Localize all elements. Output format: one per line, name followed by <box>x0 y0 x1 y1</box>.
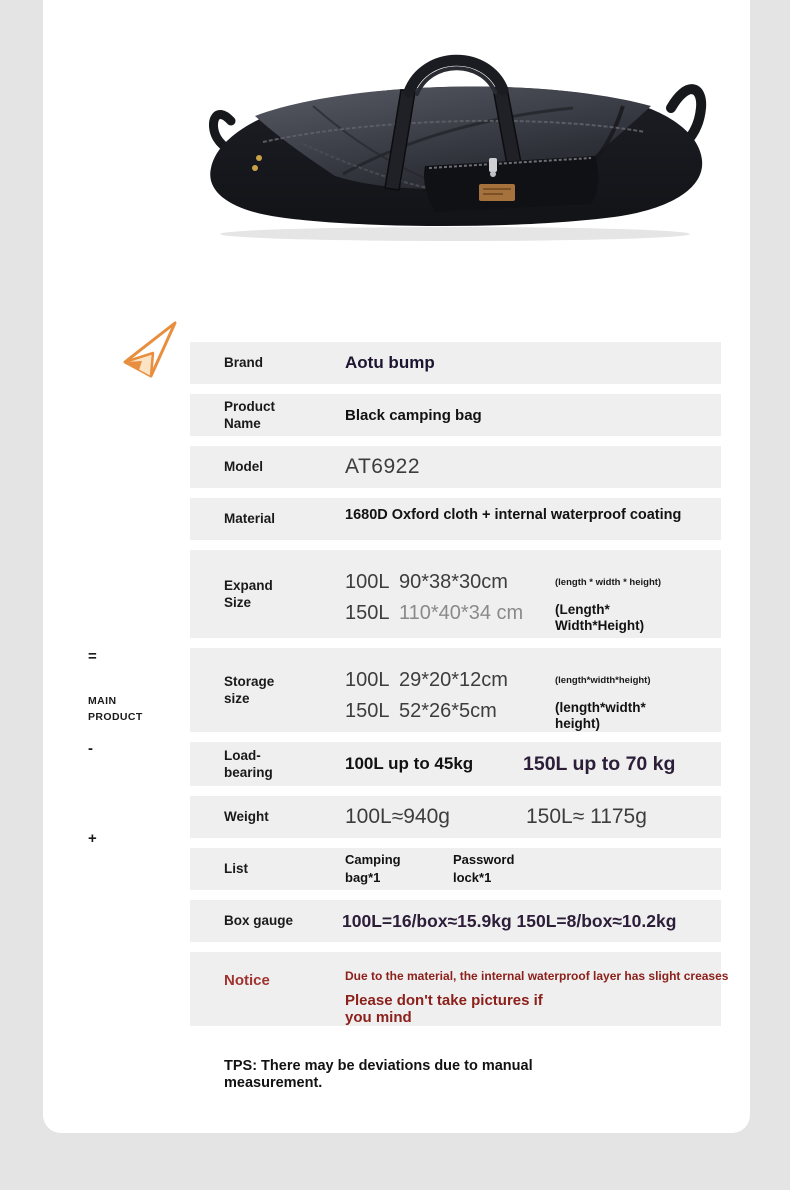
product-name-label: Product Name <box>224 398 276 431</box>
model-value: AT6922 <box>345 455 420 478</box>
bag-illustration <box>193 46 715 248</box>
measurement-footnote: TPS: There may be deviations due to manual measurement. <box>224 1058 533 1092</box>
spec-row-brand <box>190 342 721 384</box>
expand-size-note-large: (Length* Width*Height) <box>555 602 645 634</box>
product-image <box>193 46 715 248</box>
spec-row-model <box>190 446 721 488</box>
spec-row-storage-size <box>190 648 721 732</box>
material-value: 1680D Oxford cloth + internal waterproof coating <box>345 507 682 523</box>
storage-size-label: Storage size <box>224 673 275 706</box>
storage-size-note-large: (length*width* height) <box>555 700 646 732</box>
list-item-password-lock: Password lock*1 <box>453 852 515 885</box>
rail-equals: = <box>88 648 97 665</box>
load-bearing-label: Load-bearing <box>224 747 273 780</box>
paper-plane-icon <box>121 320 179 382</box>
expand-150-volume: 150L <box>345 602 390 624</box>
spec-row-weight <box>190 796 721 838</box>
spec-row-notice <box>190 952 729 1027</box>
notice-line-1: Due to the material, the internal waterproof layer has slight creases <box>345 969 729 983</box>
expand-size-values <box>345 550 721 638</box>
storage-size-note-small: (length*width*height) <box>555 675 651 686</box>
rail-main: MAIN <box>88 695 117 707</box>
storage-100-dimensions: 29*20*12cm <box>399 669 508 691</box>
expand-size-label: Expand Size <box>224 577 273 610</box>
rail-product: PRODUCT <box>88 711 143 723</box>
spec-row-box-gauge <box>190 900 721 942</box>
spec-row-list <box>190 848 721 890</box>
storage-150-volume: 150L <box>345 700 390 722</box>
weight-label: Weight <box>224 809 269 825</box>
rail-plus: + <box>88 830 97 847</box>
expand-100-volume: 100L <box>345 571 390 593</box>
spec-row-material <box>190 498 721 540</box>
spec-row-expand-size <box>190 550 721 638</box>
expand-size-note-small: (length * width * height) <box>555 577 662 588</box>
brand-value: Aotu bump <box>345 353 435 372</box>
product-name-value: Black camping bag <box>345 406 482 424</box>
storage-100-volume: 100L <box>345 669 390 691</box>
brand-label: Brand <box>224 355 264 371</box>
expand-100-dimensions: 90*38*30cm <box>399 571 508 593</box>
box-gauge-label: Box gauge <box>224 913 294 929</box>
content-card <box>43 0 750 1133</box>
expand-150-dimensions: 110*40*34 cm <box>399 602 524 624</box>
box-gauge-value: 100L=16/box≈15.9kg 150L=8/box≈10.2kg <box>342 910 677 931</box>
load-bearing-100-value: 100L up to 45kg <box>345 754 474 773</box>
list-item-camping-bag: Camping bag*1 <box>345 852 401 885</box>
list-label: List <box>224 861 249 877</box>
notice-line-2: Please don't take pictures if you mind <box>345 992 543 1027</box>
spec-row-load-bearing <box>190 742 721 786</box>
rail-minus: - <box>88 740 93 757</box>
weight-100-value: 100L≈940g <box>345 805 450 828</box>
spec-table <box>190 342 729 1036</box>
notice-label: Notice <box>224 972 270 989</box>
material-label: Material <box>224 511 276 527</box>
model-label: Model <box>224 459 263 475</box>
weight-150-value: 150L≈ 1175g <box>526 805 647 828</box>
storage-150-dimensions: 52*26*5cm <box>399 700 497 722</box>
load-bearing-150-value: 150L up to 70 kg <box>523 752 676 775</box>
spec-row-product-name <box>190 394 721 436</box>
storage-size-values <box>345 648 721 732</box>
